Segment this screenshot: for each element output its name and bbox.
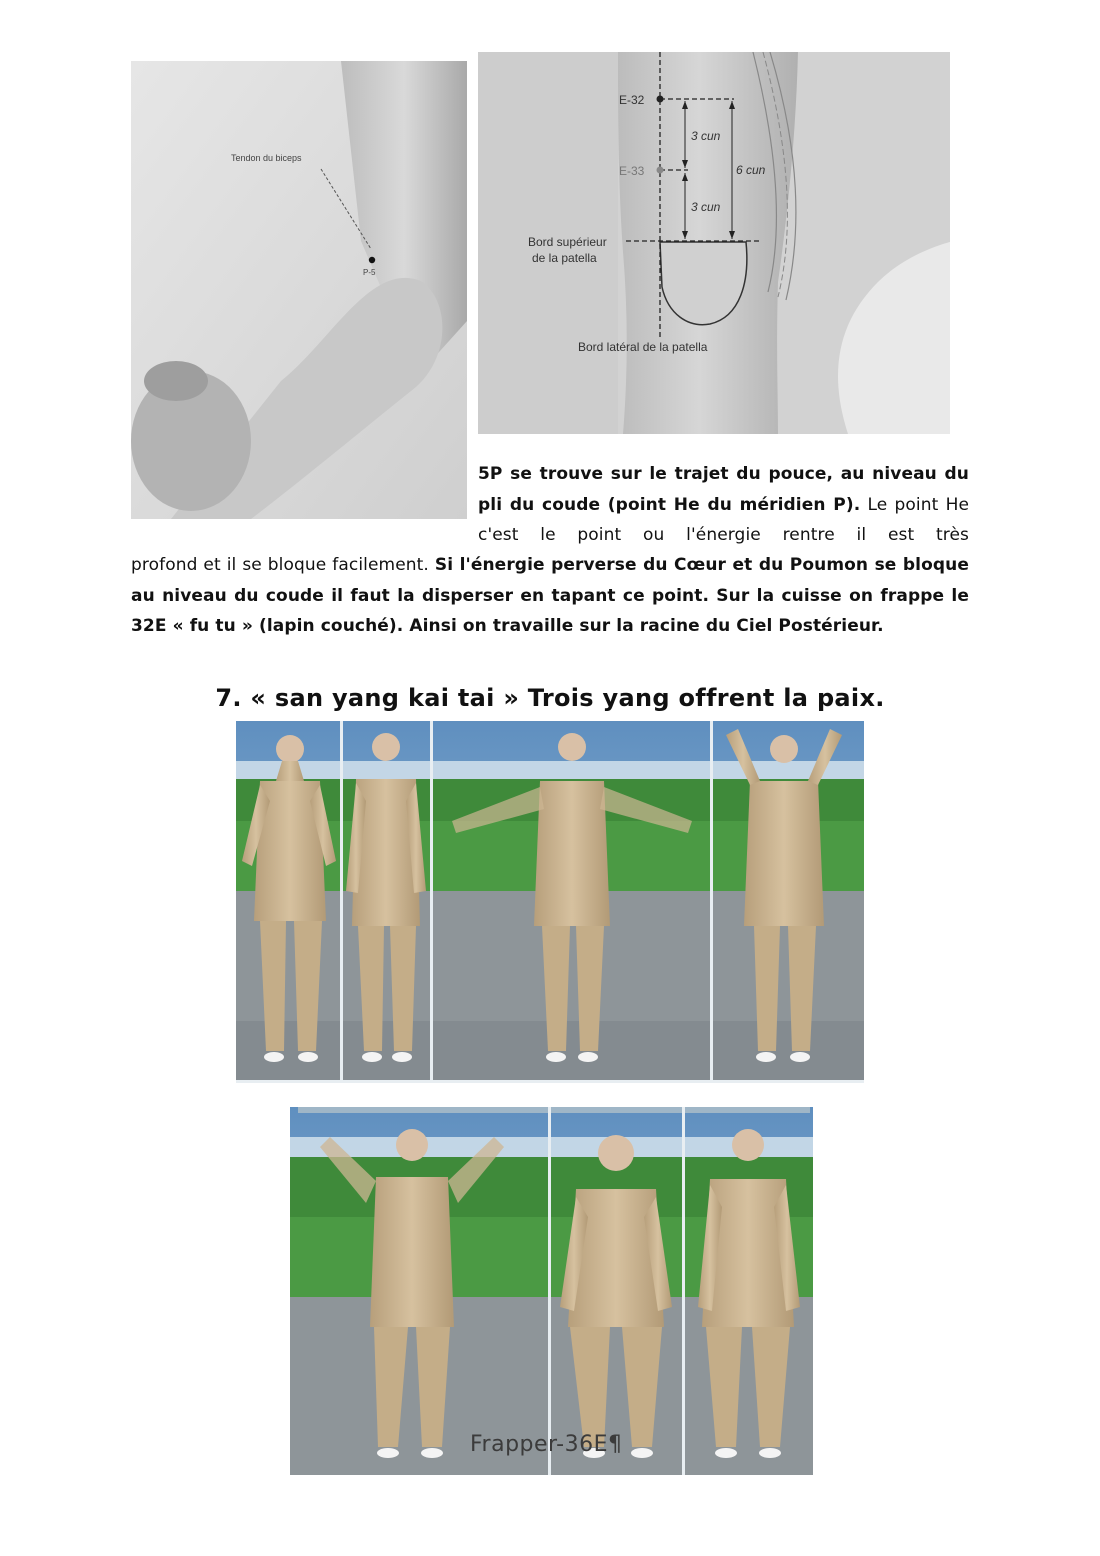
section-heading: 7. « san yang kai tai » Trois yang offrent la paix. [215,684,885,712]
frapper-caption: Frapper-36E¶ [470,1432,623,1457]
label-6cun: 6 cun [736,163,766,177]
paragraph-right-bold: 5P se trouve sur le trajet du pouce, au niveau du pli du coude (point He du méridien P). [478,464,969,515]
movement-sequence-2 [290,1107,813,1475]
paragraph-right-regular: Le point He c'est le point ou l'énergie rentre il est très [478,494,970,545]
label-bord-superieur-1: Bord supérieur [528,235,607,249]
point-label-p5: P-5 [363,268,376,277]
label-3cun-bottom: 3 cun [691,200,721,214]
knee-photo [478,52,950,434]
label-e33: E-33 [619,164,645,178]
label-bord-superieur-2: de la patella [532,251,597,265]
label-bord-lateral: Bord latéral de la patella [578,340,708,354]
arm-photo [131,61,467,519]
label-e32: E-32 [619,93,645,107]
movement-sequence-1 [236,721,864,1083]
paragraph-full-bold: Si l'énergie perverse du Cœur et du Poumon se bloque au niveau du coude il faut la disperser en tapant ce point. Sur la cuisse on frappe le 32E « fu tu » (lapin couché). Ainsi on travaille sur la racine du Ciel Postérieur. [131,555,969,636]
tendon-label: Tendon du biceps [231,153,302,163]
paragraph-right [478,459,969,551]
label-3cun-top: 3 cun [691,129,721,143]
paragraph-full [131,550,969,642]
paragraph-full-regular: profond et il se bloque facilement. [131,555,435,575]
